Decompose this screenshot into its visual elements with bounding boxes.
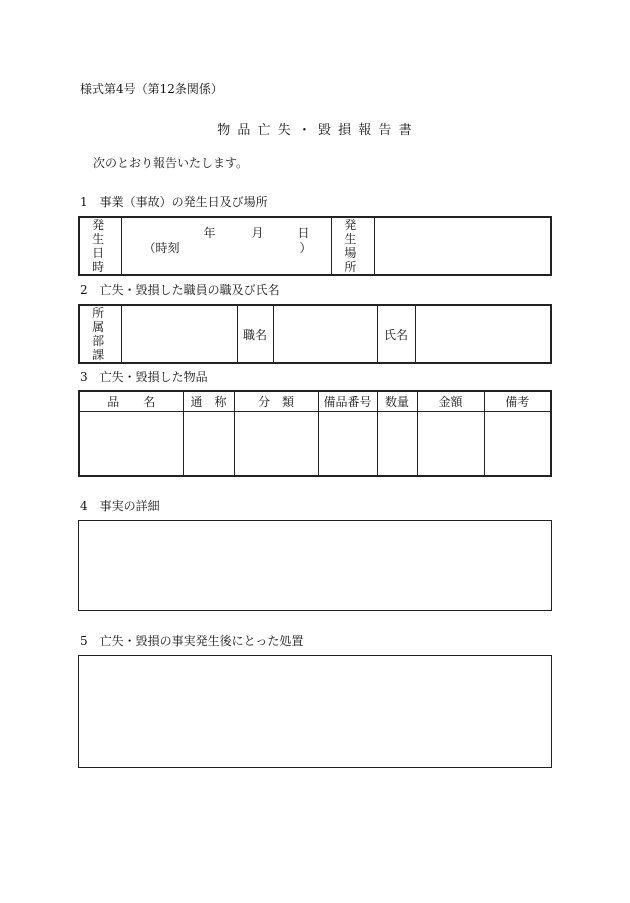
measures-box[interactable]	[78, 655, 552, 768]
department-label	[79, 305, 121, 363]
amount-field[interactable]	[417, 412, 484, 477]
section-1-heading: 1 事業（事故）の発生日及び場所	[80, 195, 268, 209]
staff-table	[78, 304, 552, 364]
asset-number-field[interactable]	[318, 412, 377, 477]
item-name-field[interactable]	[79, 412, 183, 477]
occurrence-label-bottom: 日 時	[92, 246, 109, 274]
month-label: 月	[251, 226, 264, 240]
category-field[interactable]	[234, 412, 318, 477]
details-box[interactable]	[78, 520, 552, 611]
occurrence-table	[78, 216, 552, 276]
col-asset-number: 備品番号	[318, 391, 377, 412]
items-table	[78, 390, 552, 477]
position-label: 職名	[237, 305, 273, 363]
position-field[interactable]	[273, 305, 377, 363]
department-label-top: 所 属	[92, 306, 109, 334]
department-label-bottom: 部 課	[92, 334, 109, 362]
section-4-heading: 4 事実の詳細	[80, 499, 160, 513]
col-common-name: 通 称	[183, 391, 234, 412]
name-field[interactable]	[415, 305, 551, 363]
col-quantity: 数量	[377, 391, 417, 412]
form-number: 様式第4号（第12条関係）	[80, 82, 223, 96]
common-name-field[interactable]	[183, 412, 234, 477]
section-5-heading: 5 亡失・毀損の事実発生後にとった処置	[80, 634, 304, 648]
department-field[interactable]	[121, 305, 237, 363]
intro-text: 次のとおり報告いたします。	[93, 156, 249, 170]
year-label: 年	[203, 226, 216, 240]
time-close-label: ）	[299, 241, 312, 255]
occurrence-place-field[interactable]	[374, 217, 551, 275]
section-3-heading: 3 亡失・毀損した物品	[80, 370, 208, 384]
remarks-field[interactable]	[484, 412, 551, 477]
col-amount: 金額	[417, 391, 484, 412]
name-label: 氏名	[377, 305, 415, 363]
place-label-bottom: 場 所	[344, 246, 361, 274]
col-remarks: 備考	[484, 391, 551, 412]
occurrence-label-top: 発 生	[92, 218, 109, 246]
document-title: 物品亡失・毀損報告書	[217, 123, 419, 138]
occurrence-place-label	[331, 217, 374, 275]
place-label-top: 発 生	[344, 218, 361, 246]
day-label: 日	[297, 226, 310, 240]
col-category: 分 類	[234, 391, 318, 412]
quantity-field[interactable]	[377, 412, 417, 477]
occurrence-datetime-field[interactable]	[121, 217, 331, 275]
time-open-label: （時刻	[143, 241, 180, 255]
col-item-name: 品 名	[79, 391, 183, 412]
section-2-heading: 2 亡失・毀損した職員の職及び氏名	[80, 283, 280, 297]
occurrence-datetime-label	[79, 217, 121, 275]
